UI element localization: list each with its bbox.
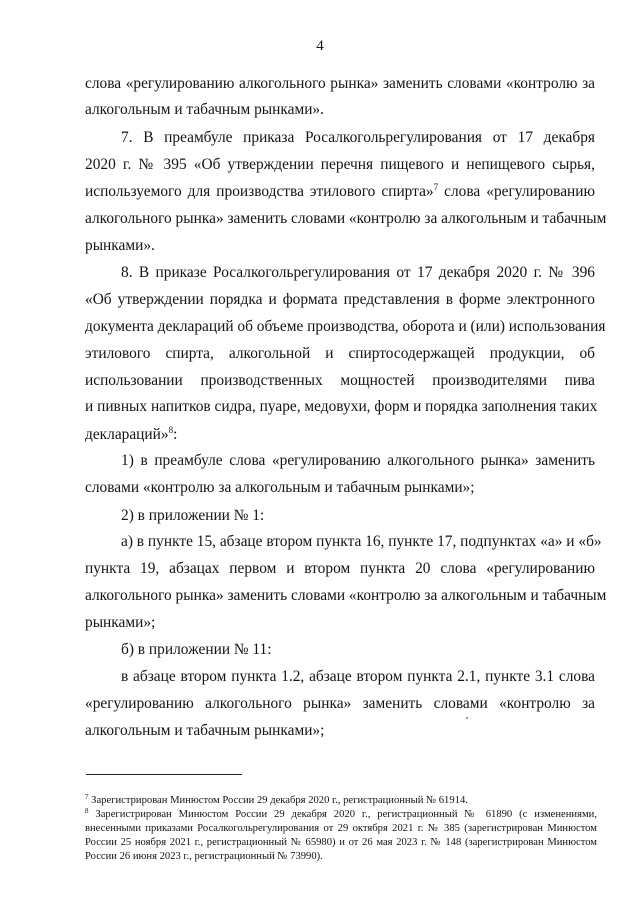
- text-line: в абзаце втором пункта 1.2, абзаце втором пункта 2.1, пункте 3.1 слова: [121, 668, 595, 685]
- text-line: алкогольного рынка» заменить словами «контролю за алкогольным и табачным: [85, 210, 607, 227]
- footnote-separator: [86, 774, 242, 775]
- text-line: документа деклараций об объеме производства, оборота и (или) использования: [85, 318, 606, 335]
- text-line: алкогольным и табачным рынками».: [85, 101, 324, 118]
- text-line: 2020 г. № 395 «Об утверждении перечня пищевого и непищевого сырья,: [85, 156, 595, 173]
- text-line: слова «регулированию алкогольного рынка» заменить словами «контролю за: [85, 75, 595, 92]
- footnote-line: $^8$ Зарегистрирован Минюстом России 29 декабря 2020 г., регистрационный № 61890 (с изменениями,: [85, 807, 597, 820]
- text-line: «Об утверждении порядка и формата представления в форме электронного: [85, 291, 595, 308]
- text-line: рынками».: [85, 237, 155, 254]
- footnote-ref: 8: [168, 425, 174, 435]
- text-line: 1) в преамбуле слова «регулированию алкогольного рынка» заменить: [121, 452, 595, 469]
- text-line: используемого для производства этилового спирта»$^7$ слова «регулированию: [85, 182, 595, 200]
- footnote-ref: 7: [433, 182, 439, 192]
- footnote-line: России 25 ноября 2021 г., регистрационный № 65980) и от 26 мая 2023 г. № 148 (зарегистрирован Минюстом: [85, 837, 597, 848]
- footnote-line: России 26 июня 2023 г., регистрационный № 73990).: [85, 851, 323, 862]
- text-line: использовании производственных мощностей производителями пива: [85, 372, 595, 389]
- page-number: 4: [316, 38, 324, 54]
- text-line: 2) в приложении № 1:: [121, 507, 265, 524]
- text-line: «регулированию алкогольного рынка» заменить словами «контролю за: [85, 695, 595, 712]
- text-line: пункта 19, абзацах первом и втором пункта 20 слова «регулированию: [85, 560, 595, 577]
- text-line: 7. В преамбуле приказа Росалкогольрегулирования от 17 декабря: [121, 129, 595, 146]
- text-line: и пивных напитков сидра, пуаре, медовухи, форм и порядка заполнения таких: [85, 398, 598, 415]
- text-line: рынками»;: [85, 614, 156, 631]
- text-line: этилового спирта, алкогольной и спиртосодержащей продукции, об: [85, 345, 595, 362]
- scan-speck: [466, 717, 468, 719]
- text-line: 8. В приказе Росалкогольрегулирования от 17 декабря 2020 г. № 396: [121, 264, 595, 281]
- footnote-line: внесенными приказами Росалкогольрегулирования от 29 октября 2021 г. № 385 (зарегистрирован Минюстом: [85, 823, 597, 834]
- text-line: деклараций»$^8$:: [85, 425, 178, 443]
- text-line: а) в пункте 15, абзаце втором пункта 16, пункте 17, подпунктах «а» и «б»: [121, 533, 602, 550]
- footnote-line: $^7$ Зарегистрирован Минюстом России 29 декабря 2020 г., регистрационный № 61914.: [85, 793, 468, 806]
- text-line: алкогольным и табачным рынками»;: [85, 722, 325, 739]
- text-line: алкогольного рынка» заменить словами «контролю за алкогольным и табачным: [85, 587, 607, 604]
- text-line: словами «контролю за алкогольным и табачным рынками»;: [85, 479, 475, 496]
- text-line: б) в приложении № 11:: [121, 641, 272, 658]
